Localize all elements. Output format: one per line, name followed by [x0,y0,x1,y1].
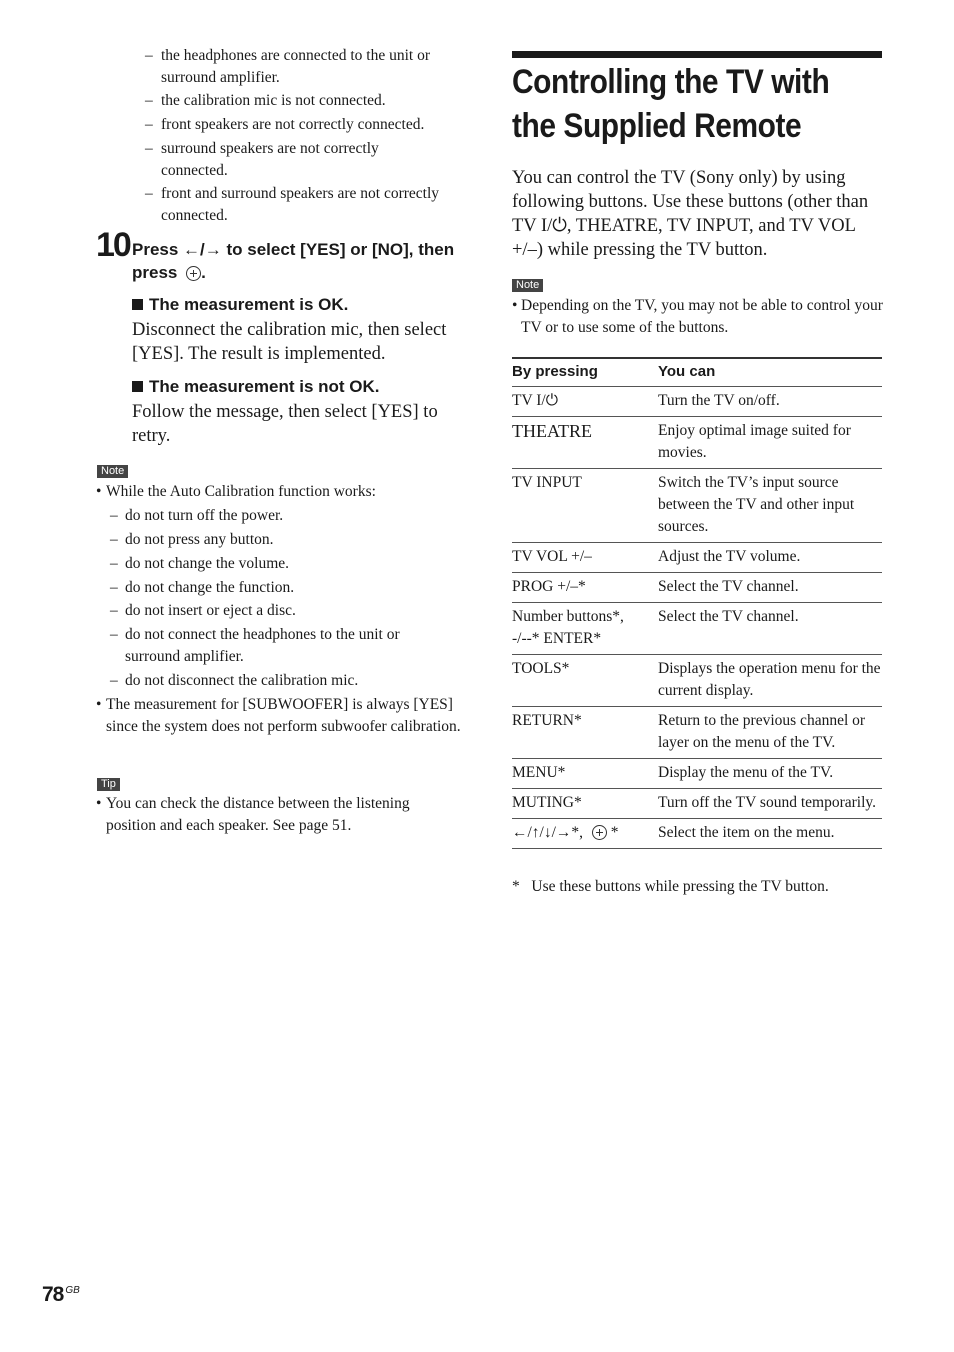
note-bullet: • Depending on the TV, you may not be able to control your TV or to use some of the buttons. [512,297,883,336]
note-dash-item: – do not disconnect the calibration mic. [110,672,359,689]
heading-rule [512,51,882,58]
button-cell: Number buttons*, -/--* ENTER* [512,603,658,655]
dash-item: – surround speakers are not correctly connected. [145,140,379,179]
button-cell: PROG +/–* [512,573,658,603]
page-number: 78 $^{GB}$ [42,1283,80,1306]
dash-item: – the headphones are connected to the unit or surround amplifier. [145,47,430,86]
button-cell: TV I/⏻ [512,387,658,417]
note-badge: Note [97,465,128,478]
measurement-ok-heading: The measurement is OK. [132,295,348,315]
note-dash-item: – do not press any button. [110,531,274,548]
button-cell: THEATRE [512,417,658,469]
enter-icon [592,825,607,840]
note-bullet: • While the Auto Calibration function works: [96,483,376,500]
enter-icon [186,266,201,281]
square-bullet-icon [132,299,143,310]
button-cell: ←/↑/↓/→*, * [512,819,658,849]
action-cell: Enjoy optimal image suited for movies. [658,417,882,469]
measurement-ok-body: Disconnect the calibration mic, then select [YES]. The result is implemented. [132,320,447,364]
table-footnote: * Use these buttons while pressing the TV button. [512,878,829,895]
step-line-2: press . [132,263,206,282]
table-row [512,759,882,789]
note-dash-item: – do not turn off the power. [110,507,284,524]
note-dash-item: – do not change the volume. [110,555,289,572]
button-cell: TV VOL +/– [512,543,658,573]
action-cell: Select the TV channel. [658,603,882,655]
table-row [512,543,882,573]
table-row [512,655,882,707]
table-row [512,417,882,469]
button-cell: MENU* [512,759,658,789]
page-title: Controlling the TV with the Supplied Remote [512,63,830,145]
action-cell: Return to the previous channel or layer on the menu of the TV. [658,707,882,759]
note-bullet: • The measurement for [SUBWOOFER] is always [YES] since the system does not perform subwoofer calibration. [96,696,461,735]
dash-item: – front speakers are not correctly connected. [145,116,425,133]
step-number: 10 [96,226,130,264]
square-bullet-icon [132,381,143,392]
note-dash-item: – do not change the function. [110,579,295,596]
action-cell: Displays the operation menu for the current display. [658,655,882,707]
dash-item: – the calibration mic is not connected. [145,92,386,109]
action-cell: Adjust the TV volume. [658,543,882,573]
step-instruction [132,238,472,284]
action-cell: Switch the TV’s input source between the TV and other input sources. [658,469,882,543]
button-cell: RETURN* [512,707,658,759]
tip-badge: Tip [97,778,120,791]
table-row [512,573,882,603]
action-cell: Select the item on the menu. [658,819,882,849]
table-row [512,387,882,417]
table-row [512,819,882,849]
column-header: You can [658,358,882,387]
note-dash-item: – do not insert or eject a disc. [110,602,296,619]
action-cell: Display the menu of the TV. [658,759,882,789]
button-cell: TV INPUT [512,469,658,543]
column-header: By pressing [512,358,658,387]
action-cell: Turn the TV on/off. [658,387,882,417]
step-line-1: Press ←/→ to select [YES] or [NO], then [132,240,455,259]
table-row [512,603,882,655]
table-row [512,707,882,759]
measurement-not-ok-heading: The measurement is not OK. [132,377,380,397]
dash-item: – front and surround speakers are not correctly connected. [145,185,440,224]
measurement-not-ok-body: Follow the message, then select [YES] to retry. [132,402,438,446]
action-cell: Turn off the TV sound temporarily. [658,789,882,819]
action-cell: Select the TV channel. [658,573,882,603]
tip-bullet: • You can check the distance between the listening position and each speaker. See page 51. [96,795,410,834]
tv-buttons-table [512,357,882,849]
note-badge: Note [512,279,543,292]
button-cell: TOOLS* [512,655,658,707]
table-row [512,789,882,819]
note-dash-item: – do not connect the headphones to the unit or surround amplifier. [110,626,400,665]
table-header-row [512,358,882,387]
table-row [512,469,882,543]
button-cell: MUTING* [512,789,658,819]
intro-paragraph: You can control the TV (Sony only) by using following buttons. Use these buttons (other than TV I/⏻, THEATRE, TV INPUT, and TV VOL +/–) while pressing the TV button. [512,168,869,260]
